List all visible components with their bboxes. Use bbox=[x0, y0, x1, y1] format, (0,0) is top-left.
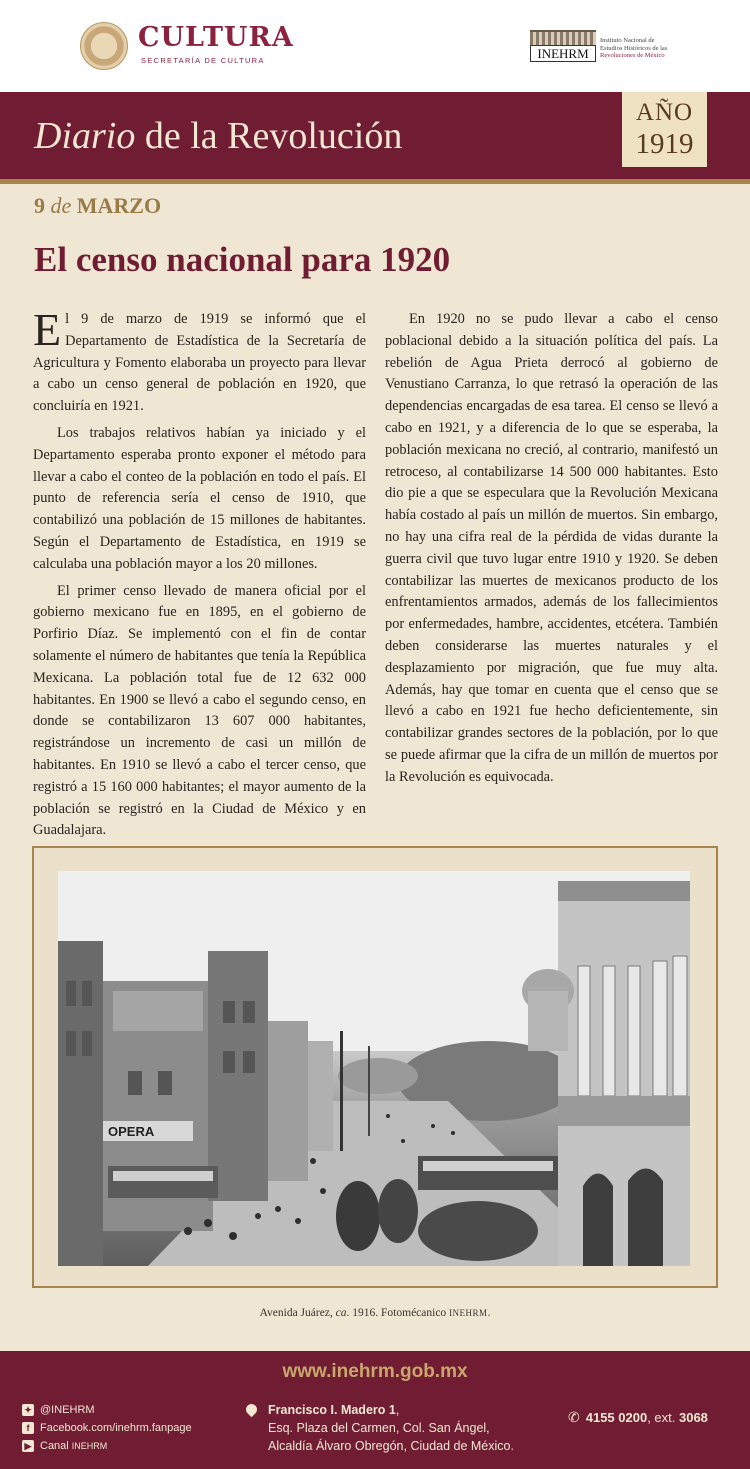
article-column-right bbox=[385, 309, 718, 794]
top-header bbox=[0, 0, 750, 92]
caption-text: . bbox=[487, 1307, 491, 1319]
phone-icon: ✆ bbox=[568, 1409, 580, 1425]
youtube-channel: INEHRM bbox=[71, 1441, 108, 1451]
social-links bbox=[22, 1401, 192, 1455]
paragraph-text: l 9 de marzo de 1919 se informó que el Departamento de Estadística de la Secretaría de Agricultura y Fomento elaboraba un proyecto para llevar a cabo un censo general de población en 1920, que concluiría en 1921. bbox=[33, 311, 366, 415]
twitter-handle: @INEHRM bbox=[40, 1404, 95, 1416]
postal-address bbox=[250, 1401, 514, 1455]
article-column-left bbox=[33, 304, 366, 847]
year-badge bbox=[622, 92, 707, 167]
caption-text: Avenida Juárez, bbox=[259, 1307, 336, 1319]
article-paragraph: El primer censo llevado de manera oficial por el gobierno mexicano fue en 1895, en el gobierno de Porfirio Díaz. Se implementó con el fin de contar solamente el número de habitantes que tenía la República Mexicana. La población total fue de 12 632 000 habitantes. En 1900 se llevó a cabo el segundo censo, en donde se contabilizaron 13 607 000 habitantes, registrándose un incremento de casi un millón de habitantes. En 1910 se llevó a cabo el tercer censo, que registró a 15 160 000 habitantes; el mayor aumento de la población se registró en la Ciudad de México y en Guadalajara. bbox=[33, 582, 366, 839]
inehrm-logo[interactable] bbox=[530, 30, 596, 62]
opera-sign-text: OPERA bbox=[108, 1124, 155, 1139]
caption-text: . 1916. Fotomécanico bbox=[346, 1307, 450, 1319]
article-paragraph: En 1920 no se pudo llevar a cabo el censo poblacional debido a la situación política del país. La rebelión de Agua Prieta derrocó al gobierno de Venustiano Carranza, lo que retrasó la operación de las dependencias encargadas de esa tarea. El censo se llevó a cabo en 1921, y a diferencia de lo que se esperaba, la población mexicana no creció, al contrario, manifestó un retroceso, al contabilizarse 14 500 000 habitantes. Esto dio pie a que se especulara que la Revolución Mexicana había costado al país un millón de muertos. Sin embargo, no hay una cifra real de la pérdida de vidas durante la guerra civil que tuvo lugar entre 1910 y 1920. Se deben contabilizar las muertes de mexicanos producto de los enfrentamientos armados, además de los fallecimientos por enfermedades, hambre, accidentes, etcétera. También deben considerarse las muertes naturales y el desplazamiento por migración, que fue muy alta. Además, hay que tomar en cuenta que el censo que se llevó a cabo en 1921 fue hecho deficientemente, sin contabilizar grandes sectores de la población, por lo que se puede afirmar que la cifra de un millón de muertos por la Revolución es equivocada. bbox=[385, 311, 718, 785]
footer bbox=[0, 1351, 750, 1469]
inehrm-desc-line: Revoluciones de México bbox=[600, 52, 665, 59]
cultura-logo-subtitle: SECRETARÍA DE CULTURA bbox=[141, 56, 265, 65]
caption-credit: INEHRM bbox=[449, 1308, 488, 1318]
historic-street-photo bbox=[58, 871, 690, 1266]
inehrm-logo-word: INEHRM bbox=[530, 45, 596, 62]
building-icon bbox=[530, 30, 596, 45]
facebook-icon: f bbox=[22, 1422, 34, 1434]
twitter-icon: ✦ bbox=[22, 1404, 34, 1416]
twitter-link[interactable] bbox=[22, 1401, 192, 1419]
caption-ca: ca bbox=[335, 1307, 347, 1319]
phone-ext: 3068 bbox=[678, 1410, 708, 1425]
address-comma: , bbox=[395, 1403, 400, 1417]
youtube-prefix: Canal bbox=[40, 1440, 72, 1452]
article-paragraph bbox=[33, 304, 366, 418]
facebook-link[interactable] bbox=[22, 1419, 192, 1437]
date-day: 9 bbox=[34, 193, 45, 218]
date-month: MARZO bbox=[76, 193, 162, 218]
inehrm-desc-line: Instituto Nacional de bbox=[600, 37, 655, 44]
article-date bbox=[34, 193, 161, 219]
series-title-italic: Diario bbox=[34, 115, 136, 157]
year-value: 1919 bbox=[635, 128, 694, 160]
youtube-icon: ▶ bbox=[22, 1440, 34, 1452]
series-title bbox=[34, 114, 402, 158]
website-link[interactable]: www.inehrm.gob.mx bbox=[282, 1361, 468, 1382]
address-line: Alcaldía Álvaro Obregón, Ciudad de México. bbox=[268, 1439, 514, 1453]
phone-number: 4155 0200 bbox=[585, 1410, 648, 1425]
drop-cap: E bbox=[33, 304, 62, 355]
article-paragraph: Los trabajos relativos habían ya iniciado y el Departamento esperaba pronto exponer el método para llevar a cabo el conteo de la población en todo el país. El punto de referencia sería el censo de 1910, que contabilizó una población de 15 millones de habitantes. Según el Departamento de Estadística, en 1919 se calculaba una población mayor a los 20 millones. bbox=[33, 424, 366, 572]
series-title-rest: de la Revolución bbox=[135, 115, 403, 157]
article-headline: El censo nacional para 1920 bbox=[34, 240, 451, 279]
inehrm-desc-line: Estudios Históricos de las bbox=[600, 44, 668, 52]
year-label: AÑO bbox=[635, 99, 694, 126]
cultura-logo-title[interactable]: CULTURA bbox=[138, 22, 294, 53]
street-scene-illustration bbox=[58, 871, 690, 1266]
inehrm-description bbox=[600, 37, 700, 60]
national-seal-icon bbox=[80, 22, 128, 70]
date-de: de bbox=[50, 193, 72, 218]
phone-ext-label: , ext. bbox=[647, 1410, 679, 1425]
youtube-link[interactable] bbox=[22, 1437, 192, 1455]
address-line: Esq. Plaza del Carmen, Col. San Ángel, bbox=[268, 1421, 490, 1435]
photo-caption bbox=[0, 1307, 750, 1319]
phone-contact[interactable] bbox=[568, 1409, 708, 1426]
facebook-url: Facebook.com/inehrm.fanpage bbox=[40, 1422, 192, 1434]
address-name: Francisco I. Madero 1 bbox=[268, 1403, 396, 1417]
